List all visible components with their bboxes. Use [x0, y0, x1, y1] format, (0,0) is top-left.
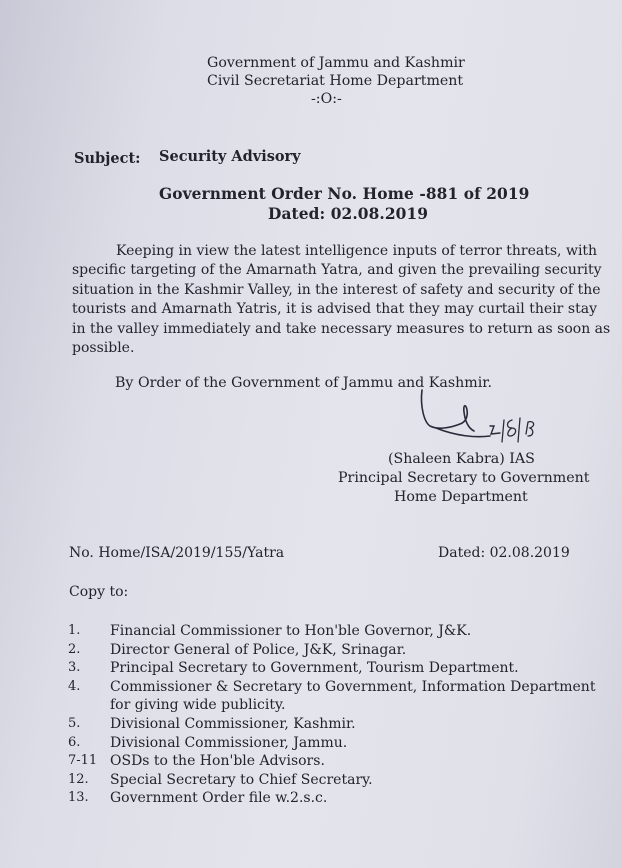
handwritten-signature [416, 386, 556, 446]
list-item-text: Principal Secretary to Government, Tourism Department. [110, 660, 519, 677]
list-item [68, 622, 608, 641]
list-item-number: 1. [68, 623, 81, 638]
list-item [68, 789, 608, 808]
list-item [68, 734, 608, 753]
subject-label: Subject: [74, 150, 141, 167]
list-item-number: 7-11 [68, 753, 98, 769]
paragraph-line: situation in the Kashmir Valley, in the interest of safety and security of the [72, 281, 601, 298]
list-item-text: Special Secretary to Chief Secretary. [110, 771, 373, 788]
list-item-text: Government Order file w.2.s.c. [110, 790, 328, 807]
list-item-number: 2. [68, 641, 81, 657]
signatory-designation: Principal Secretary to Government [338, 470, 590, 486]
paragraph-line: specific targeting of the Amarnath Yatra, and given the prevailing security [72, 262, 602, 279]
list-item-text: Director General of Police, J&K, Srinagar. [110, 641, 407, 658]
reference-date: Dated: 02.08.2019 [438, 545, 570, 561]
list-item [68, 678, 608, 715]
list-item-text: Financial Commissioner to Hon'ble Governor, J&K. [110, 623, 472, 639]
copy-to-list [68, 622, 608, 808]
list-item-text: Divisional Commissioner, Jammu. [110, 734, 348, 751]
list-item-number: 4. [68, 678, 81, 694]
by-order-line: By Order of the Government of Jammu and Kashmir. [115, 375, 492, 391]
reference-number: No. Home/ISA/2019/155/Yatra [69, 545, 285, 561]
list-item [68, 641, 608, 660]
signatory-department: Home Department [394, 489, 528, 505]
list-item-number: 12. [68, 771, 89, 787]
header-government: Government of Jammu and Kashmir [207, 55, 465, 71]
order-date: Dated: 02.08.2019 [268, 205, 429, 223]
list-item [68, 715, 608, 734]
advisory-paragraph [72, 242, 611, 358]
list-item-number: 13. [68, 790, 89, 806]
list-item-number: 3. [68, 660, 81, 676]
paragraph-line: possible. [72, 340, 135, 357]
header-department: Civil Secretariat Home Department [207, 73, 464, 89]
copy-to-label: Copy to: [69, 584, 129, 600]
list-item-number: 6. [68, 734, 81, 750]
list-item-text: OSDs to the Hon'ble Advisors. [110, 753, 325, 770]
list-item-text: Commissioner & Secretary to Government, Information Department for giving wide publicity. [110, 678, 596, 714]
list-item [68, 771, 608, 790]
list-item [68, 752, 608, 771]
signatory-name: (Shaleen Kabra) IAS [388, 451, 535, 467]
subject-text: Security Advisory [159, 148, 301, 165]
paragraph-line: Keeping in view the latest intelligence inputs of terror threats, with [116, 243, 598, 259]
paragraph-line: tourists and Amarnath Yatris, it is advised that they may curtail their stay [72, 301, 597, 318]
list-item [68, 659, 608, 678]
order-title: Government Order No. Home -881 of 2019 [159, 185, 530, 203]
list-item-text: Divisional Commissioner, Kashmir. [110, 715, 356, 732]
list-item-number: 5. [68, 715, 81, 731]
paragraph-line: in the valley immediately and take necessary measures to return as soon as [72, 320, 611, 337]
header-separator: -:O:- [311, 91, 342, 107]
